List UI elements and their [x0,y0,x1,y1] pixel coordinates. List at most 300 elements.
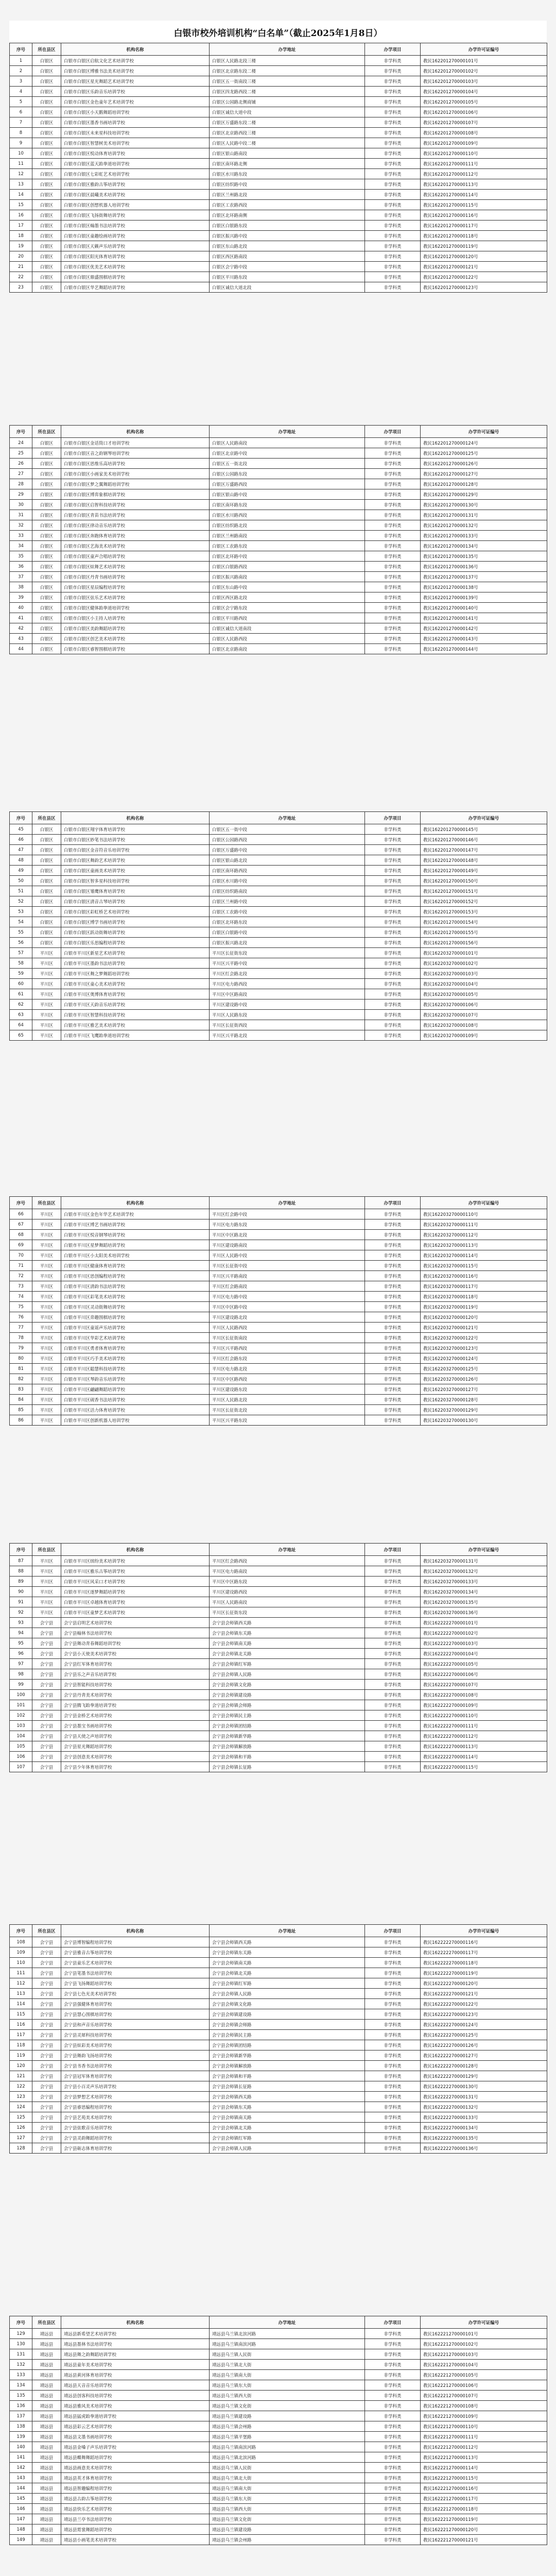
row-number: 148 [10,2524,32,2535]
license-number: 教民162221270000108号 [421,2401,547,2411]
license-number: 教民162201270000130号 [421,500,547,510]
table-row [10,148,547,159]
row-district: 白银区 [32,855,61,866]
school-address: 平川区中区路中段 [210,1302,365,1312]
row-number: 53 [10,907,32,917]
school-program: 非学科类 [365,835,421,845]
school-address: 白银区万盛路东段二楼 [210,117,365,128]
license-number: 教民162222270000128号 [421,2061,547,2071]
row-district: 靖远县 [32,2463,61,2473]
license-number: 教民162222270000124号 [421,2020,547,2030]
school-address: 白银区人民路南段 [210,438,365,448]
institution-name: 会宁县梦想艺术培训学校 [61,2092,210,2102]
institution-name: 白银市白银区小主持人培训学校 [61,613,210,623]
school-address: 平川区红会路北段 [210,969,365,979]
school-program: 非学科类 [365,1566,421,1577]
table-row [10,1415,547,1426]
school-program: 非学科类 [365,2123,421,2133]
row-district: 靖远县 [32,2411,61,2421]
table-row [10,896,547,907]
license-number: 教民162201270000111号 [421,159,547,169]
institution-name: 会宁县红军体育培训学校 [61,1659,210,1669]
table-row [10,1721,547,1731]
school-address: 白银区诚信大道中段 [210,107,365,117]
institution-name: 白银市平川区创新机器人培训学校 [61,1415,210,1426]
row-number: 88 [10,1566,32,1577]
table-row [10,835,547,845]
school-program: 非学科类 [365,231,421,241]
table-row [10,1690,547,1700]
table-row [10,1999,547,2009]
school-program: 非学科类 [365,1680,421,1690]
table-row [10,613,547,623]
school-address: 平川区电力路东段 [210,1219,365,1230]
school-address: 平川区人民路南段 [210,1597,365,1607]
table-row [10,1209,547,1219]
license-number: 教民162222270000130号 [421,2081,547,2092]
license-number: 教民162221270000106号 [421,2380,547,2391]
row-number: 135 [10,2391,32,2401]
school-program: 非学科类 [365,179,421,190]
table-row [10,979,547,989]
school-program: 非学科类 [365,2432,421,2442]
table-row [10,866,547,876]
license-number: 教民162203270000116号 [421,1271,547,1281]
institution-name: 白银市白银区童画美术培训学校 [61,866,210,876]
row-number: 101 [10,1700,32,1710]
school-address: 白银区北京路中段 [210,448,365,459]
school-address: 靖远县乌兰镇北滨河路 [210,2452,365,2463]
license-number: 教民162221270000103号 [421,2349,547,2360]
row-number: 39 [10,592,32,603]
table-row [10,855,547,866]
school-program: 非学科类 [365,1219,421,1230]
column-header: 机构名称 [61,812,210,824]
row-district: 平川区 [32,1020,61,1030]
institution-name: 白银市白银区青苗书法培训学校 [61,510,210,520]
row-district: 会宁县 [32,2020,61,2030]
institution-name: 靖远县雅风美术培训学校 [61,2401,210,2411]
table-row [10,2123,547,2133]
license-number: 教民162201270000110号 [421,148,547,159]
table-row [10,1240,547,1250]
row-district: 会宁县 [32,2092,61,2102]
document-page [9,1196,547,1426]
school-program: 非学科类 [365,1669,421,1680]
school-program: 非学科类 [365,520,421,531]
row-number: 10 [10,148,32,159]
school-program: 非学科类 [365,2020,421,2030]
row-district: 白银区 [32,117,61,128]
row-district: 会宁县 [32,1669,61,1680]
school-address: 白银区人民路北段三楼 [210,56,365,66]
row-number: 121 [10,2071,32,2081]
table-row [10,2020,547,2030]
row-number: 2 [10,66,32,76]
column-header: 办学许可证编号 [421,43,547,56]
row-number: 119 [10,2050,32,2061]
institution-name: 靖远县画意美术培训学校 [61,2463,210,2473]
school-program: 非学科类 [365,489,421,500]
row-number: 82 [10,1374,32,1384]
license-number: 教民162203270000109号 [421,1030,547,1041]
table-row [10,1250,547,1261]
license-number: 教民162201270000133号 [421,531,547,541]
table-row [10,876,547,886]
school-program: 非学科类 [365,2040,421,2050]
whitelist-table [9,1196,547,1426]
row-number: 51 [10,886,32,896]
institution-name: 白银市白银区天籁声乐培训学校 [61,241,210,251]
institution-name: 白银市白银区乐韵音乐培训学校 [61,87,210,97]
column-header: 机构名称 [61,1544,210,1556]
table-row [10,2081,547,2092]
table-row [10,1752,547,1762]
table-row [10,190,547,200]
row-district: 白银区 [32,200,61,210]
school-program: 非学科类 [365,169,421,179]
row-number: 99 [10,1680,32,1690]
school-program: 非学科类 [365,1250,421,1261]
school-program: 非学科类 [365,1638,421,1649]
row-district: 会宁县 [32,2030,61,2040]
school-address: 白银区兰州路南段 [210,531,365,541]
school-address: 平川区兴平路北段 [210,1030,365,1041]
school-address: 会宁县会师镇文化路 [210,1680,365,1690]
table-row [10,2329,547,2339]
school-address: 靖远县乌兰镇建设路 [210,2411,365,2421]
school-program: 非学科类 [365,1700,421,1710]
license-number: 教民162203270000106号 [421,999,547,1010]
table-row [10,1968,547,1978]
license-number: 教民162201270000105号 [421,97,547,107]
school-program: 非学科类 [365,2349,421,2360]
column-header: 序号 [10,1544,32,1556]
row-district: 白银区 [32,886,61,896]
row-district: 白银区 [32,107,61,117]
table-row [10,1374,547,1384]
school-address: 会宁县会师镇北关路 [210,2123,365,2133]
institution-name: 白银市白银区乐思编程培训学校 [61,938,210,948]
school-program: 非学科类 [365,2391,421,2401]
institution-name: 白银市白银区鼎盛围棋培训学校 [61,272,210,282]
institution-name: 白银市平川区华彩艺术培训学校 [61,1333,210,1343]
school-program: 非学科类 [365,117,421,128]
school-program: 非学科类 [365,948,421,958]
row-number: 37 [10,572,32,582]
table-row [10,500,547,510]
license-number: 教民162222270000115号 [421,1762,547,1772]
school-program: 非学科类 [365,200,421,210]
license-number: 教民162221270000109号 [421,2411,547,2421]
institution-name: 会宁县启明艺术培训学校 [61,1618,210,1628]
school-program: 非学科类 [365,2514,421,2524]
school-program: 非学科类 [365,148,421,159]
school-address: 白银区兰州路中段 [210,896,365,907]
row-number: 30 [10,500,32,510]
row-number: 76 [10,1312,32,1323]
document-page [9,1543,547,1772]
row-district: 会宁县 [32,1659,61,1669]
row-number: 118 [10,2040,32,2050]
row-number: 56 [10,938,32,948]
school-address: 会宁县会师镇会师路 [210,1700,365,1710]
institution-name: 白银市平川区风采口才培训学校 [61,1577,210,1587]
license-number: 教民162201270000144号 [421,644,547,654]
license-number: 教民162203270000136号 [421,1607,547,1618]
institution-name: 白银市平川区新星艺术培训学校 [61,948,210,958]
column-header: 办学地址 [210,426,365,438]
institution-name: 白银市白银区美韵舞蹈培训学校 [61,623,210,634]
row-district: 会宁县 [32,1999,61,2009]
institution-name: 白银市平川区奥博体育培训学校 [61,989,210,999]
row-number: 50 [10,876,32,886]
school-address: 平川区电力路中段 [210,1292,365,1302]
column-header: 机构名称 [61,2316,210,2329]
row-district: 白银区 [32,56,61,66]
row-district: 会宁县 [32,1978,61,1989]
school-program: 非学科类 [365,551,421,562]
row-number: 57 [10,948,32,958]
row-district: 白银区 [32,907,61,917]
school-program: 非学科类 [365,438,421,448]
license-number: 教民162203270000134号 [421,1587,547,1597]
row-number: 58 [10,958,32,969]
table-row [10,1669,547,1680]
row-number: 69 [10,1240,32,1250]
row-district: 白银区 [32,438,61,448]
table-row [10,2349,547,2360]
table-row [10,1947,547,1958]
school-program: 非学科类 [365,1281,421,1292]
table-row [10,520,547,531]
school-program: 非学科类 [365,1577,421,1587]
row-district: 白银区 [32,927,61,938]
license-number: 教民162203270000126号 [421,1374,547,1384]
license-number: 教民162203270000135号 [421,1597,547,1607]
row-district: 白银区 [32,66,61,76]
license-number: 教民162201270000151号 [421,886,547,896]
row-district: 靖远县 [32,2380,61,2391]
license-number: 教民162221270000110号 [421,2421,547,2432]
institution-name: 会宁县飞扬舞蹈培训学校 [61,1978,210,1989]
school-program: 非学科类 [365,562,421,572]
row-number: 18 [10,231,32,241]
license-number: 教民162203270000103号 [421,969,547,979]
institution-name: 靖远县墨林书法培训学校 [61,2339,210,2349]
row-district: 靖远县 [32,2360,61,2370]
institution-name: 白银市白银区奔跑体育培训学校 [61,531,210,541]
table-row [10,1978,547,1989]
institution-name: 白银市白银区博雅书法美术培训学校 [61,66,210,76]
institution-name: 白银市白银区阳光体育培训学校 [61,251,210,262]
school-address: 平川区红会路中段 [210,1209,365,1219]
table-row [10,221,547,231]
school-address: 白银区银山路南段 [210,148,365,159]
institution-name: 会宁县睿思编程培训学校 [61,2102,210,2112]
table-row [10,1731,547,1741]
table-row [10,2102,547,2112]
row-number: 79 [10,1343,32,1353]
license-number: 教民162201270000132号 [421,520,547,531]
institution-name: 靖远县文墨书画培训学校 [61,2432,210,2442]
table-row [10,1261,547,1271]
row-number: 70 [10,1250,32,1261]
school-address: 白银区诚信大道北段 [210,282,365,293]
table-row [10,459,547,469]
table-row [10,1384,547,1395]
license-number: 教民162203270000132号 [421,1566,547,1577]
license-number: 教民162201270000149号 [421,866,547,876]
row-district: 平川区 [32,1566,61,1577]
table-row [10,2452,547,2463]
school-program: 非学科类 [365,221,421,231]
row-number: 17 [10,221,32,231]
table-row [10,824,547,835]
school-address: 会宁县会师镇红军路 [210,1659,365,1669]
license-number: 教民162221270000116号 [421,2483,547,2494]
institution-name: 白银市平川区金色年华艺术培训学校 [61,1209,210,1219]
license-number: 教民162203270000125号 [421,1364,547,1374]
school-address: 平川区长征街中段 [210,1261,365,1271]
table-row [10,2473,547,2483]
table-row [10,210,547,221]
license-number: 教民162201270000120号 [421,251,547,262]
row-number: 125 [10,2112,32,2123]
row-district: 会宁县 [32,2123,61,2133]
row-district: 白银区 [32,644,61,654]
row-district: 平川区 [32,1030,61,1041]
table-row [10,1230,547,1240]
school-program: 非学科类 [365,592,421,603]
row-district: 平川区 [32,1607,61,1618]
table-row [10,1364,547,1374]
table-row [10,634,547,644]
institution-name: 白银市白银区创艺美术培训学校 [61,634,210,644]
license-number: 教民162222270000118号 [421,1958,547,1968]
institution-name: 会宁县笔墨书法培训学校 [61,1968,210,1978]
table-row [10,2524,547,2535]
license-number: 教民162203270000104号 [421,979,547,989]
school-program: 非学科类 [365,886,421,896]
school-address: 白银区工农路东段 [210,541,365,551]
school-address: 平川区中区路西段 [210,1374,365,1384]
row-number: 103 [10,1721,32,1731]
license-number: 教民162222270000106号 [421,1669,547,1680]
row-district: 白银区 [32,489,61,500]
table-row [10,1659,547,1669]
table-row [10,2401,547,2411]
school-program: 非学科类 [365,2473,421,2483]
table-row [10,510,547,520]
column-header: 办学项目 [365,426,421,438]
table-row [10,1680,547,1690]
institution-name: 白银市白银区睿智围棋培训学校 [61,644,210,654]
license-number: 教民162201270000107号 [421,117,547,128]
row-district: 会宁县 [32,1762,61,1772]
whitelist-table [9,1543,547,1772]
school-program: 非学科类 [365,1302,421,1312]
row-district: 白银区 [32,582,61,592]
row-district: 平川区 [32,1587,61,1597]
school-program: 非学科类 [365,97,421,107]
row-number: 6 [10,107,32,117]
license-number: 教民162203270000122号 [421,1333,547,1343]
document-page [9,21,547,293]
school-program: 非学科类 [365,2081,421,2092]
row-district: 会宁县 [32,1690,61,1700]
institution-name: 白银市白银区艺海美术培训学校 [61,541,210,551]
table-row [10,469,547,479]
school-address: 会宁县会师镇东关路 [210,1628,365,1638]
row-number: 86 [10,1415,32,1426]
row-district: 白银区 [32,835,61,845]
school-program: 非学科类 [365,1721,421,1731]
license-number: 教民162201270000125号 [421,448,547,459]
school-program: 非学科类 [365,2009,421,2020]
school-program: 非学科类 [365,989,421,999]
institution-name: 白银市白银区炫舞艺术培训学校 [61,562,210,572]
school-program: 非学科类 [365,262,421,272]
institution-name: 白银市白银区音之韵钢琴培训学校 [61,448,210,459]
license-number: 教民162201270000116号 [421,210,547,221]
institution-name: 白银市平川区缤纷美术培训学校 [61,1556,210,1566]
institution-name: 会宁县慧心围棋培训学校 [61,2009,210,2020]
row-number: 21 [10,262,32,272]
school-program: 非学科类 [365,999,421,1010]
license-number: 教民162203270000129号 [421,1405,547,1415]
row-district: 平川区 [32,999,61,1010]
school-program: 非学科类 [365,845,421,855]
license-number: 教民162203270000102号 [421,958,547,969]
row-district: 白银区 [32,623,61,634]
institution-name: 白银市白银区七彩虹艺术培训学校 [61,169,210,179]
school-address: 白银区平川路东段 [210,272,365,282]
license-number: 教民162201270000141号 [421,613,547,623]
column-header: 序号 [10,1925,32,1937]
table-row [10,2112,547,2123]
table-row [10,2442,547,2452]
school-address: 会宁县会师镇西关路 [210,1618,365,1628]
license-number: 教民162203270000110号 [421,1209,547,1219]
school-address: 白银区纺织路北段 [210,520,365,531]
license-number: 教民162201270000124号 [421,438,547,448]
license-number: 教民162222270000105号 [421,1659,547,1669]
table-row [10,1271,547,1281]
school-program: 非学科类 [365,1989,421,1999]
school-program: 非学科类 [365,1741,421,1752]
row-district: 会宁县 [32,1638,61,1649]
school-address: 白银区纺织路南段 [210,886,365,896]
license-number: 教民162201270000136号 [421,562,547,572]
row-number: 113 [10,1989,32,1999]
school-program: 非学科类 [365,572,421,582]
row-number: 23 [10,282,32,293]
license-number: 教民162221270000111号 [421,2432,547,2442]
row-district: 白银区 [32,500,61,510]
license-number: 教民162201270000121号 [421,262,547,272]
column-header: 办学许可证编号 [421,1925,547,1937]
row-district: 白银区 [32,824,61,835]
institution-name: 白银市白银区金色童年艺术培训学校 [61,97,210,107]
institution-name: 白银市白银区金音符音乐培训学校 [61,845,210,855]
license-number: 教民162222270000123号 [421,2009,547,2020]
school-program: 非学科类 [365,459,421,469]
table-row [10,231,547,241]
school-program: 非学科类 [365,2401,421,2411]
school-address: 靖远县乌兰镇平堡路 [210,2432,365,2442]
license-number: 教民162201270000101号 [421,56,547,66]
